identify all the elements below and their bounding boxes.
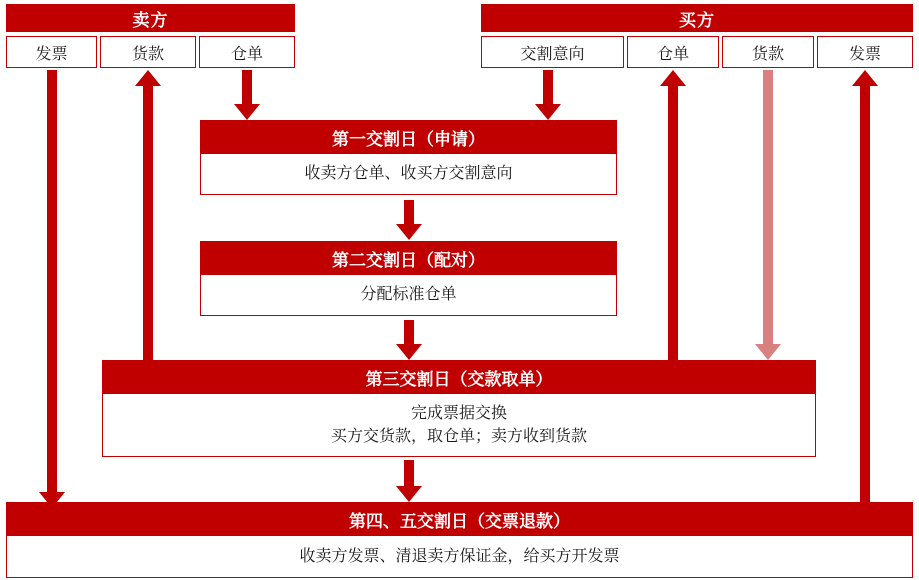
- seller-header-bar: [6, 4, 295, 32]
- arrow-buyer-receipt-up: [656, 70, 690, 370]
- stage-3-title: 第三交割日（交款取单）: [102, 360, 816, 394]
- arrow-buyer-intent-down: [531, 70, 565, 120]
- stage-1-line-1: 收卖方仓单、收买方交割意向: [304, 165, 513, 183]
- arrow-seller-receipt-down: [230, 70, 264, 120]
- stage-2-body: [200, 275, 617, 316]
- stage-3-body: [102, 394, 816, 457]
- stage-1-title: 第一交割日（申请）: [200, 120, 617, 154]
- buyer-token-payment: [722, 36, 814, 68]
- arrow-buyer-invoice-up: [848, 70, 882, 508]
- stage-1-body: [200, 154, 617, 195]
- stage-2-title: 第二交割日（配对）: [200, 241, 617, 275]
- buyer-header-bar: [481, 4, 913, 32]
- arrow-seller-invoice-down: [35, 70, 69, 508]
- stage-2-line-1: 分配标准仓单: [360, 286, 457, 304]
- buyer-token-invoice: [817, 36, 913, 68]
- stage-3-line-1: 完成票据交换: [410, 404, 507, 422]
- arrow-buyer-payment-down: [751, 70, 785, 360]
- buyer-token-warehouse-receipt-label: 仓单: [656, 45, 689, 63]
- stage-4: [6, 502, 913, 578]
- seller-token-payment-label: 货款: [131, 45, 164, 63]
- buyer-token-payment-label: 货款: [751, 45, 784, 63]
- stage-3-line-2: 买方交货款，取仓单；卖方收到货款: [330, 428, 587, 445]
- seller-header-label: 卖方: [132, 10, 169, 30]
- stage-4-line-1: 收卖方发票、清退卖方保证金，给买方开发票: [299, 547, 620, 565]
- seller-token-warehouse-receipt: [199, 36, 295, 68]
- stage-2: [200, 241, 617, 316]
- buyer-token-warehouse-receipt: [627, 36, 719, 68]
- stage-4-body: [6, 536, 913, 578]
- buyer-header-label: 买方: [679, 10, 715, 30]
- stage-3: [102, 360, 816, 457]
- stage-4-title: 第四、五交割日（交票退款）: [6, 502, 913, 536]
- stage-1: [200, 120, 617, 195]
- seller-token-invoice: [6, 36, 97, 68]
- buyer-token-invoice-label: 发票: [848, 45, 881, 63]
- arrow-seller-payment-up: [131, 70, 165, 370]
- arrow-stage3-to-stage4: [392, 460, 426, 502]
- buyer-token-delivery-intent: [481, 36, 624, 68]
- seller-token-invoice-label: 发票: [35, 45, 68, 63]
- buyer-token-delivery-intent-label: 交割意向: [520, 45, 585, 63]
- arrow-stage1-to-stage2: [392, 200, 426, 240]
- seller-token-warehouse-receipt-label: 仓单: [230, 45, 263, 63]
- arrow-stage2-to-stage3: [392, 320, 426, 360]
- seller-token-payment: [100, 36, 196, 68]
